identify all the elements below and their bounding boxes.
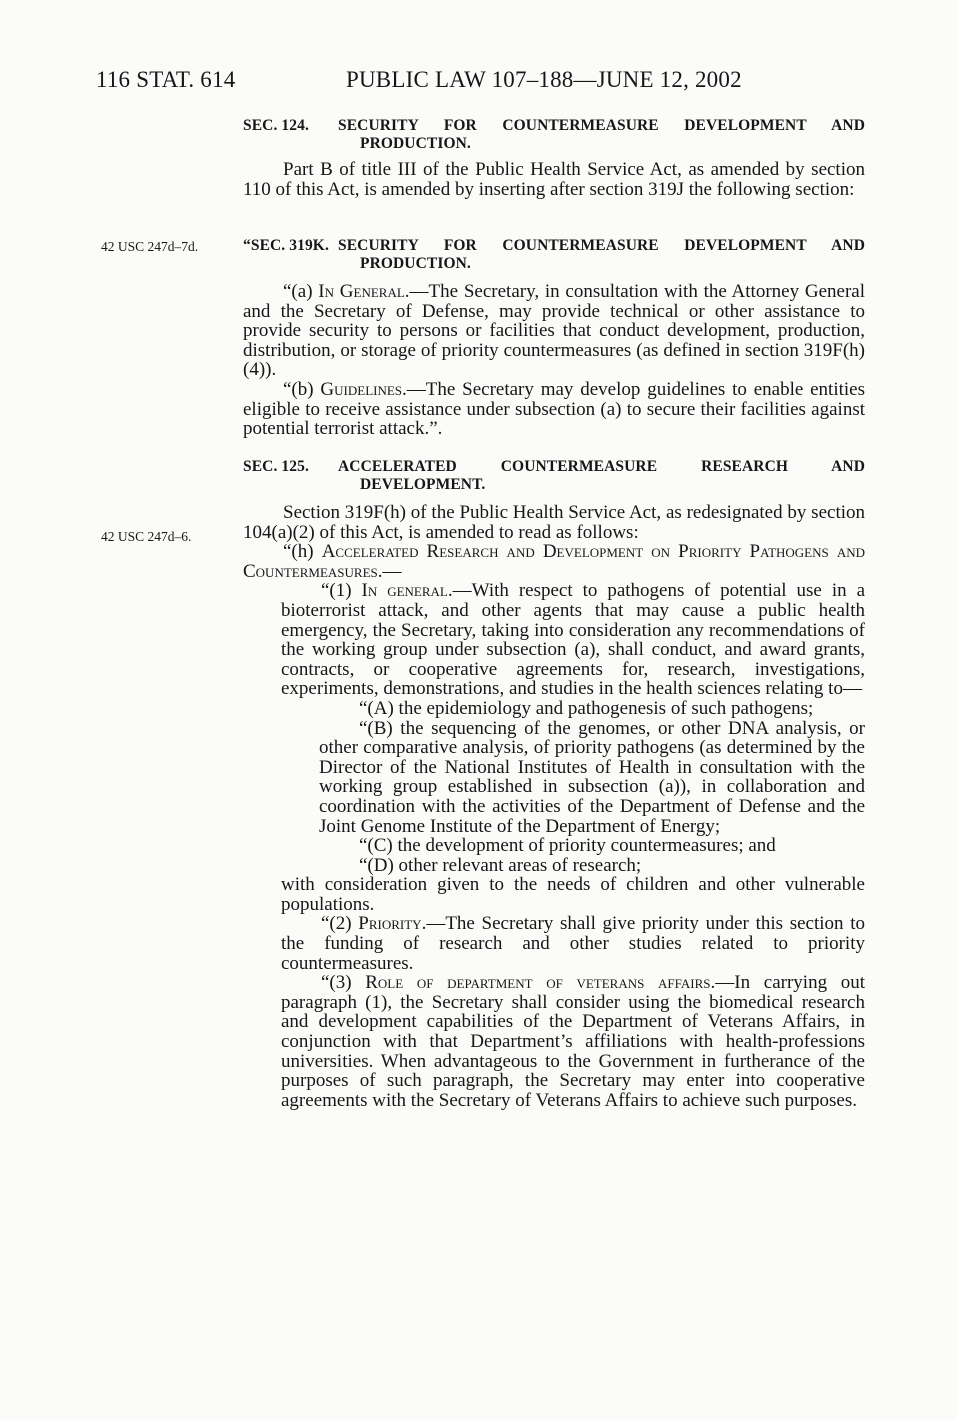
margin-note-usc-247d-6: 42 USC 247d–6. [101,529,192,544]
subsection-a-heading: In General. [318,281,410,302]
subsection-h-heading: Accelerated Research and Development on Priority Pathogens and Countermeasures. [243,541,865,582]
subsection-a: “(a) In General.—The Secretary, in consultation with the Attorney General and the Secretary of Defense, may provide technical or other assistance to provide security to persons or facilities that conduct development, production, distribution, or storage of priority countermeasures (as defined in section 319F(h)(4)). [243,281,865,381]
section-319k-number: “SEC. 319K. [243,237,329,254]
paragraph-2: “(2) Priority.—The Secretary shall give priority under this section to the funding of research and other studies related to priority countermeasures. [281,913,865,974]
section-124-title: SECURITY FOR COUNTERMEASURE DEVELOPMENT AND PRODUCTION. [338,117,865,152]
section-319k-heading [243,237,865,273]
running-title: PUBLIC LAW 107–188—JUNE 12, 2002 [346,67,742,92]
page-number: 116 STAT. 614 [96,67,236,92]
section-125-intro: Section 319F(h) of the Public Health Service Act, as redesignated by section 104(a)(2) of this Act, is amended to read as follows: [243,502,865,543]
subparagraph-c: “(C) the development of priority countermeasures; and [359,835,776,857]
paragraph-1-heading: In general. [361,580,453,602]
subsection-b-heading: Guidelines. [320,378,407,400]
section-124-text: Part B of title III of the Public Health Service Act, as amended by section 110 of this Act, is amended by inserting after section 319J the following section: [243,159,865,200]
section-124 [243,117,865,199]
section-125-title: ACCELERATED COUNTERMEASURE RESEARCH AND DEVELOPMENT. [338,458,865,493]
section-125 [243,458,865,1110]
paragraph-1: “(1) In general.—With respect to pathogens of potential use in a bioterrorist attack, and other agents that may cause a public health emergency, the Secretary, taking into consideration any recommendations of the working group under subsection (a), shall conduct, and award grants, contracts, or cooperative agreements for, research, investigations, experiments, demonstrations, and studies in the health sciences relating to— [281,580,865,700]
paragraph-3: “(3) Role of department of veterans affairs.—In carrying out paragraph (1), the Secretary shall consider using the biomedical research and development capabilities of the Department of Veterans Affairs, in conjunction with that Department’s affiliations with health-professions universities. When advantageous to the Government in furtherance of the purposes of such paragraph, the Secretary may enter into cooperative agreements with the Secretary of Veterans Affairs to achieve such purposes. [281,972,866,1111]
section-124-heading [243,117,865,153]
section-124-number: SEC. 124. [243,117,309,134]
paragraph-3-heading: Role of department of veterans affairs. [365,972,716,994]
section-319k [243,237,865,439]
section-125-number: SEC. 125. [243,458,309,475]
section-125-heading [243,458,865,494]
subsection-h: “(h) Accelerated Research and Development on Priority Pathogens and Countermeasures.— [243,541,865,582]
paragraph-1-tail: with consideration given to the needs of children and other vulnerable populations. [281,874,865,915]
subsection-b: “(b) Guidelines.—The Secretary may develop guidelines to enable entities eligible to receive assistance under subsection (a) to secure their facilities against potential terrorist attack.”. [243,378,865,440]
subparagraph-d: “(D) other relevant areas of research; [359,854,642,876]
section-319k-title: SECURITY FOR COUNTERMEASURE DEVELOPMENT AND PRODUCTION. [338,237,865,272]
paragraph-2-heading: Priority. [358,913,427,935]
subparagraph-a: “(A) the epidemiology and pathogenesis of such pathogens; [359,697,814,719]
margin-note-usc-247d-7d: 42 USC 247d–7d. [101,239,199,254]
subparagraph-b: “(B) the sequencing of the genomes, or other DNA analysis, or other comparative analysis, of priority pathogens (as determined by the Director of the National Institutes of Health in consultation with the working group established in subsection (a)), in collaboration and coordination with the activities of the Department of Defense and the Joint Genome Institute of the Department of Energy; [319,717,865,837]
